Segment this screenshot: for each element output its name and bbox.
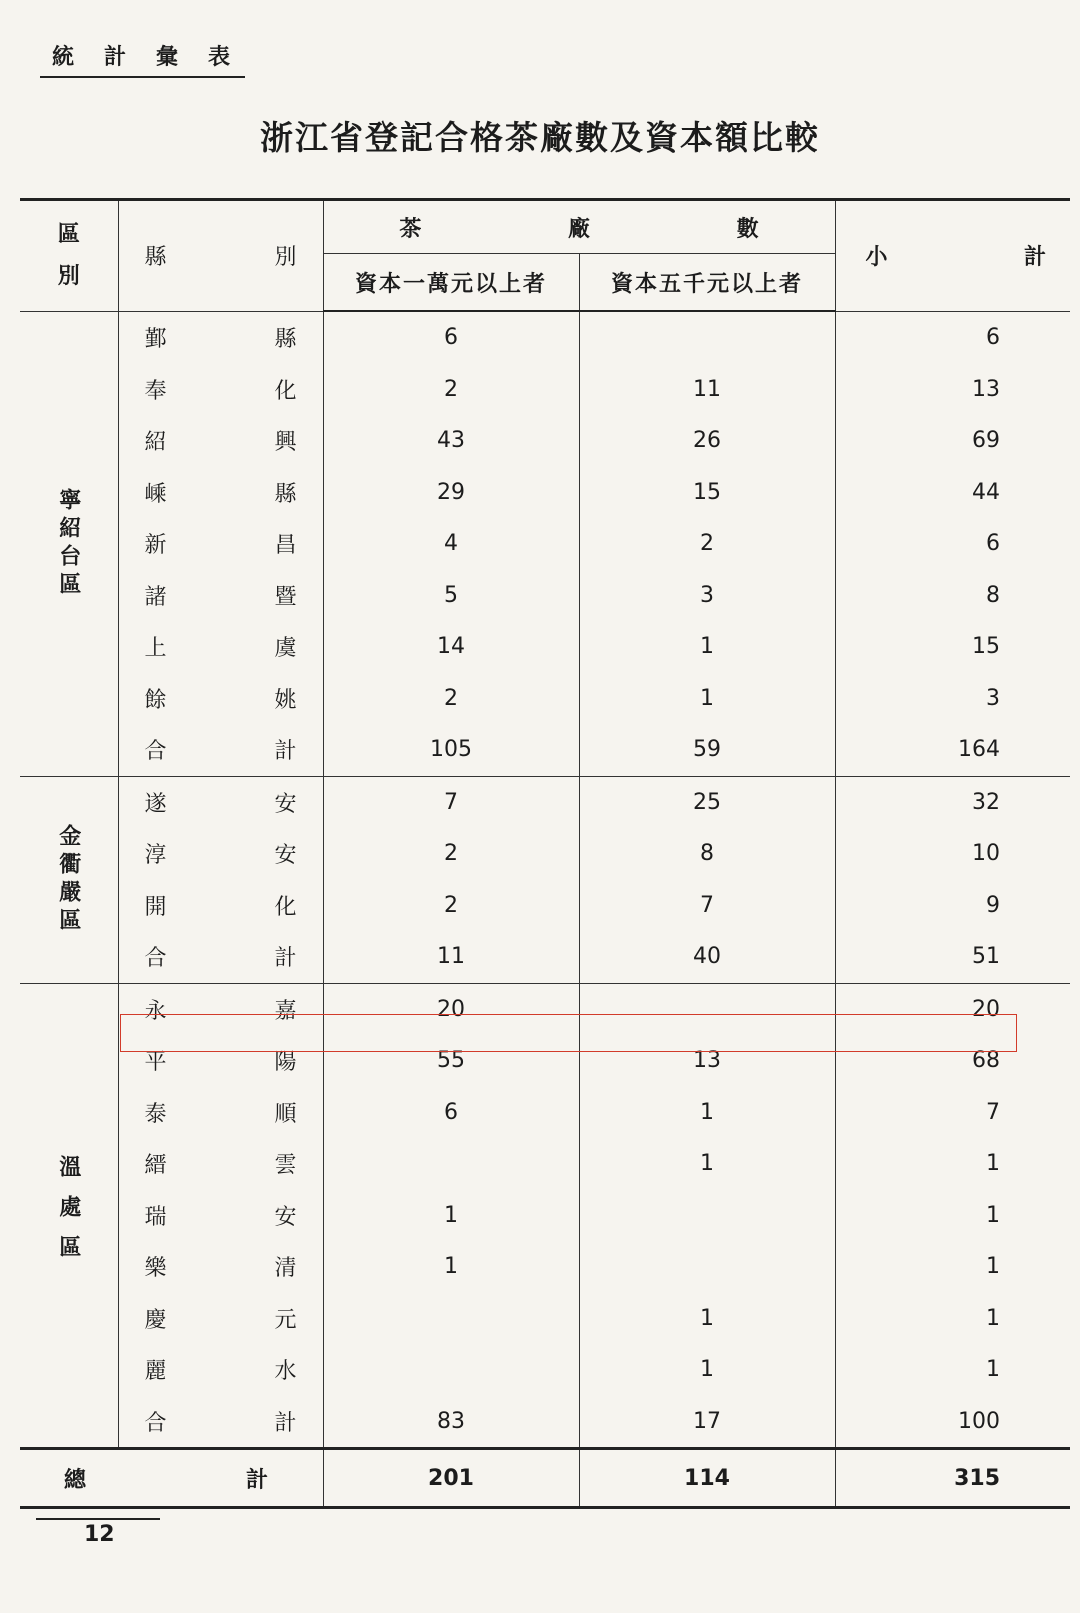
county-cell <box>118 1190 323 1242</box>
cap-10k-cell: 83 <box>323 1396 579 1449</box>
county-char-2: 昌 <box>274 533 297 559</box>
subtotal-cell: 44 <box>835 467 1070 519</box>
table-row <box>20 1138 1070 1190</box>
county-char-1: 縉 <box>144 1153 167 1179</box>
cap-5k-cell: 17 <box>579 1396 835 1449</box>
county-char-2: 縣 <box>274 481 297 507</box>
grand-total-row <box>20 1449 1070 1508</box>
county-char-1: 永 <box>144 998 167 1024</box>
grand-total-subtotal: 315 <box>835 1449 1070 1508</box>
county-char-1: 紹 <box>144 430 167 456</box>
table-row <box>20 1396 1070 1449</box>
county-char-1: 合 <box>144 1410 167 1436</box>
cap-5k-cell <box>579 1190 835 1242</box>
subtotal-cell: 9 <box>835 880 1070 932</box>
subtotal-cell: 68 <box>835 1035 1070 1087</box>
page-number: 12 <box>84 1522 115 1547</box>
county-char-2: 化 <box>274 378 297 404</box>
cap-5k-cell: 59 <box>579 724 835 776</box>
subtotal-cell: 10 <box>835 828 1070 880</box>
table-row <box>20 828 1070 880</box>
header-subtotal: 小 計 <box>835 200 1070 312</box>
subtotal-cell: 20 <box>835 983 1070 1035</box>
cap-10k-cell <box>323 1293 579 1345</box>
table-row <box>20 518 1070 570</box>
subtotal-cell: 100 <box>835 1396 1070 1449</box>
county-cell <box>118 776 323 828</box>
cap-10k-cell: 2 <box>323 364 579 416</box>
cap-5k-cell: 13 <box>579 1035 835 1087</box>
county-char-1: 餘 <box>144 687 167 713</box>
cap-5k-cell <box>579 311 835 364</box>
county-char-2: 虞 <box>274 636 297 662</box>
cap-10k-cell: 2 <box>323 828 579 880</box>
cap-10k-cell: 6 <box>323 1087 579 1139</box>
subtotal-cell: 164 <box>835 724 1070 776</box>
cap-10k-cell: 11 <box>323 931 579 983</box>
header-region <box>20 200 118 312</box>
county-char-1: 遂 <box>144 791 167 817</box>
cap-10k-cell: 105 <box>323 724 579 776</box>
cap-5k-cell: 1 <box>579 621 835 673</box>
cap-5k-cell: 26 <box>579 415 835 467</box>
grand-total-label <box>20 1449 323 1508</box>
county-cell <box>118 518 323 570</box>
header-tea-factory-number: 茶 廠 數 <box>323 200 835 254</box>
table-row <box>20 364 1070 416</box>
cap-10k-cell: 2 <box>323 673 579 725</box>
cap-5k-cell: 1 <box>579 673 835 725</box>
county-char-1: 諸 <box>144 584 167 610</box>
county-cell <box>118 364 323 416</box>
header-county: 縣 別 <box>118 200 323 312</box>
county-char-2: 雲 <box>274 1153 297 1179</box>
table-row <box>20 880 1070 932</box>
county-char-1: 麗 <box>144 1359 167 1385</box>
cap-5k-cell: 2 <box>579 518 835 570</box>
tea-factory-table <box>20 198 1070 1509</box>
subtotal-cell: 1 <box>835 1190 1070 1242</box>
cap-10k-cell: 1 <box>323 1241 579 1293</box>
subtotal-cell: 32 <box>835 776 1070 828</box>
cap-10k-cell: 43 <box>323 415 579 467</box>
county-char-1: 平 <box>144 1050 167 1076</box>
county-char-1: 淳 <box>144 843 167 869</box>
table-row <box>20 1087 1070 1139</box>
county-char-2: 元 <box>274 1307 297 1333</box>
county-char-1: 嵊 <box>144 481 167 507</box>
cap-5k-cell: 8 <box>579 828 835 880</box>
subtotal-cell: 7 <box>835 1087 1070 1139</box>
county-cell <box>118 570 323 622</box>
county-char-2: 水 <box>274 1359 297 1385</box>
footer-rule <box>36 1518 160 1520</box>
subtotal-cell: 3 <box>835 673 1070 725</box>
header-cap-10k: 資本一萬元以上者 <box>323 254 579 312</box>
table-row <box>20 415 1070 467</box>
table-row <box>20 724 1070 776</box>
county-cell <box>118 673 323 725</box>
county-char-1: 樂 <box>144 1256 167 1282</box>
subtotal-cell: 69 <box>835 415 1070 467</box>
cap-10k-cell: 1 <box>323 1190 579 1242</box>
county-cell <box>118 1293 323 1345</box>
county-char-2: 化 <box>274 894 297 920</box>
grand-total-label-a: 總 <box>64 1466 87 1493</box>
cap-5k-cell: 1 <box>579 1344 835 1396</box>
cap-5k-cell: 7 <box>579 880 835 932</box>
county-char-2: 計 <box>274 946 297 972</box>
region-label: 寧紹台區 <box>20 311 118 776</box>
table-row <box>20 673 1070 725</box>
county-cell <box>118 311 323 364</box>
cap-10k-cell: 4 <box>323 518 579 570</box>
grand-total-cap-5k: 114 <box>579 1449 835 1508</box>
running-header: 統計彙表 <box>52 44 261 70</box>
cap-5k-cell: 3 <box>579 570 835 622</box>
table-row <box>20 931 1070 983</box>
table-row <box>20 1190 1070 1242</box>
cap-5k-cell: 40 <box>579 931 835 983</box>
county-cell <box>118 467 323 519</box>
county-cell <box>118 621 323 673</box>
county-char-1: 鄞 <box>144 327 167 352</box>
county-cell <box>118 828 323 880</box>
cap-5k-cell: 15 <box>579 467 835 519</box>
county-char-2: 姚 <box>274 687 297 713</box>
cap-5k-cell: 11 <box>579 364 835 416</box>
county-char-1: 慶 <box>144 1307 167 1333</box>
subtotal-cell: 13 <box>835 364 1070 416</box>
subtotal-cell: 6 <box>835 518 1070 570</box>
county-char-2: 計 <box>274 739 297 765</box>
county-char-2: 陽 <box>274 1050 297 1076</box>
highlight-box <box>120 1014 1017 1052</box>
county-char-2: 清 <box>274 1256 297 1282</box>
cap-10k-cell: 14 <box>323 621 579 673</box>
cap-10k-cell: 2 <box>323 880 579 932</box>
cap-5k-cell: 25 <box>579 776 835 828</box>
cap-10k-cell: 7 <box>323 776 579 828</box>
region-label: 溫處區 <box>20 983 118 1449</box>
cap-10k-cell: 5 <box>323 570 579 622</box>
county-char-2: 安 <box>274 791 297 817</box>
cap-10k-cell: 55 <box>323 1035 579 1087</box>
table-row <box>20 1241 1070 1293</box>
county-char-1: 合 <box>144 946 167 972</box>
county-cell <box>118 415 323 467</box>
table-row <box>20 570 1070 622</box>
county-char-2: 嘉 <box>274 998 297 1024</box>
subtotal-cell: 1 <box>835 1138 1070 1190</box>
cap-5k-cell: 1 <box>579 1138 835 1190</box>
county-char-2: 安 <box>274 843 297 869</box>
subtotal-cell: 1 <box>835 1293 1070 1345</box>
county-char-2: 計 <box>274 1410 297 1436</box>
table-row <box>20 776 1070 828</box>
table-row <box>20 621 1070 673</box>
table-row <box>20 467 1070 519</box>
county-cell <box>118 1396 323 1449</box>
county-cell <box>118 931 323 983</box>
table-row <box>20 1344 1070 1396</box>
county-cell <box>118 1241 323 1293</box>
grand-total-cap-10k: 201 <box>323 1449 579 1508</box>
county-cell <box>118 724 323 776</box>
county-char-2: 興 <box>274 430 297 456</box>
table-title: 浙江省登記合格茶廠數及資本額比較 <box>260 118 820 157</box>
subtotal-cell: 15 <box>835 621 1070 673</box>
header-region-char: 別 <box>57 262 80 289</box>
table-row <box>20 311 1070 364</box>
cap-5k-cell: 1 <box>579 1293 835 1345</box>
region-label: 金衢嚴區 <box>20 776 118 983</box>
grand-total-label-b: 計 <box>246 1466 269 1493</box>
county-char-1: 上 <box>144 636 167 662</box>
cap-10k-cell <box>323 1344 579 1396</box>
cap-5k-cell: 1 <box>579 1087 835 1139</box>
subtotal-cell: 8 <box>835 570 1070 622</box>
county-char-2: 順 <box>274 1101 297 1127</box>
county-cell <box>118 1344 323 1396</box>
subtotal-cell: 6 <box>835 311 1070 364</box>
county-char-1: 合 <box>144 739 167 765</box>
county-char-1: 泰 <box>144 1101 167 1127</box>
subtotal-cell: 1 <box>835 1344 1070 1396</box>
county-char-1: 新 <box>144 533 167 559</box>
county-cell <box>118 880 323 932</box>
cap-10k-cell: 20 <box>323 983 579 1035</box>
county-cell <box>118 1138 323 1190</box>
cap-10k-cell <box>323 1138 579 1190</box>
county-char-1: 開 <box>144 894 167 920</box>
subtotal-cell: 1 <box>835 1241 1070 1293</box>
county-char-2: 縣 <box>274 327 297 352</box>
subtotal-cell: 51 <box>835 931 1070 983</box>
header-cap-5k: 資本五千元以上者 <box>579 254 835 312</box>
county-char-2: 暨 <box>274 584 297 610</box>
cap-10k-cell: 29 <box>323 467 579 519</box>
cap-10k-cell: 6 <box>323 311 579 364</box>
header-rule <box>40 76 245 78</box>
table-row <box>20 1293 1070 1345</box>
county-cell <box>118 1087 323 1139</box>
county-char-2: 安 <box>274 1204 297 1230</box>
cap-5k-cell <box>579 1241 835 1293</box>
county-char-1: 瑞 <box>144 1204 167 1230</box>
county-char-1: 奉 <box>144 378 167 404</box>
header-region-char: 區 <box>57 220 80 247</box>
